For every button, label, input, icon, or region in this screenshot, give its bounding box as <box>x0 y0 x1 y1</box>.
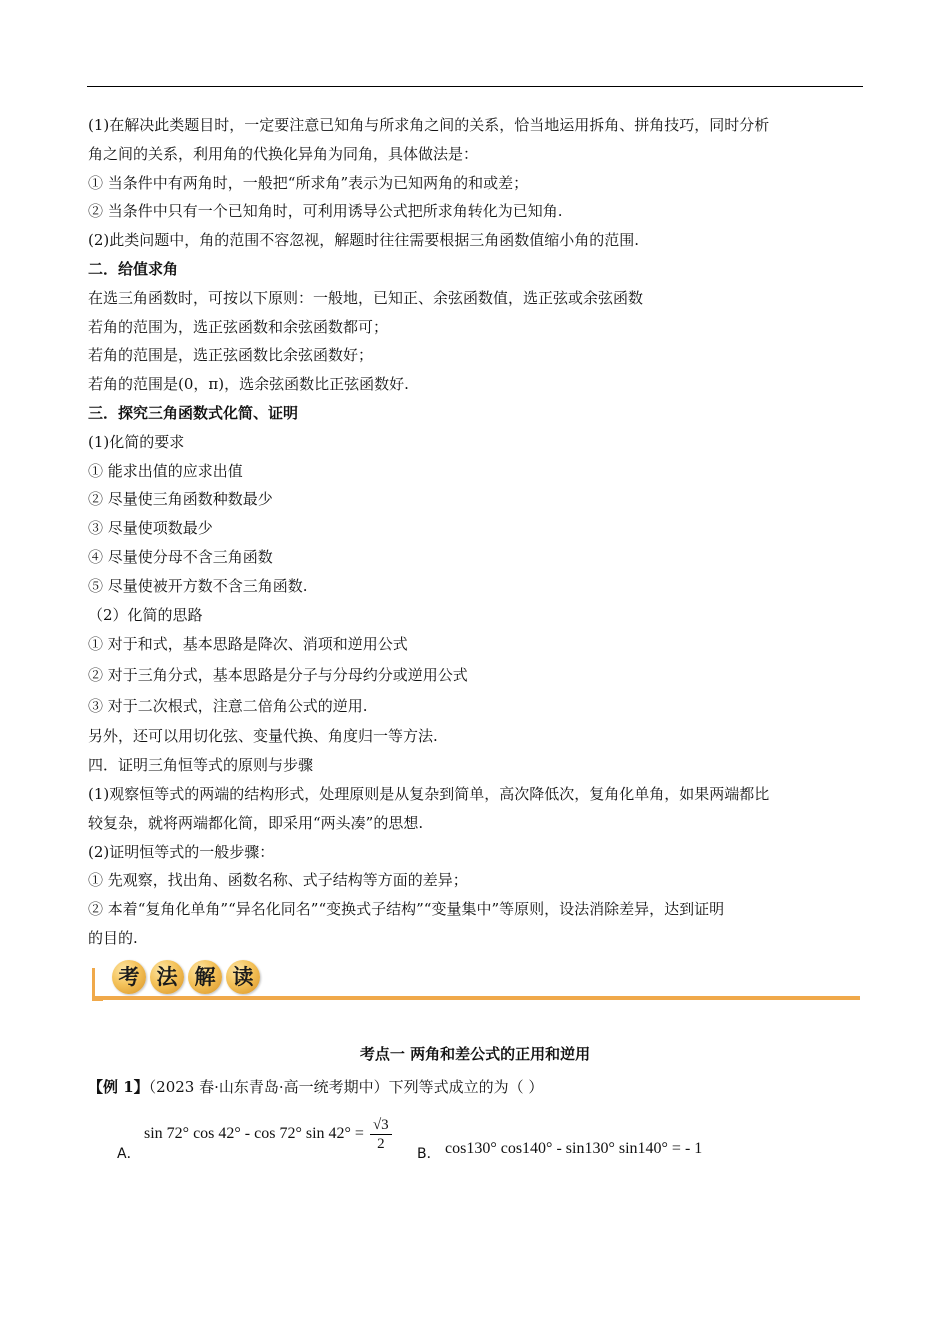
list-item: ② 本着“复角化单角”“异名化同名”“变换式子结构”“变量集中”等原则，设法消除差异，达到证明 <box>88 900 725 919</box>
section-heading: 二．给值求角 <box>88 259 179 278</box>
list-item: ③ 尽量使项数最少 <box>88 519 213 538</box>
list-item: ③ 对于二次根式，注意二倍角公式的逆用. <box>88 697 368 716</box>
paragraph: (2)证明恒等式的一般步骤： <box>88 842 275 861</box>
fraction-denominator: 2 <box>377 1136 385 1152</box>
paragraph: (1)观察恒等式的两端的结构形式，处理原则是从复杂到简单，高次降低次，复角化单角，如果两端都比 <box>88 784 770 803</box>
header-rule <box>87 86 863 87</box>
paragraph: ① 当条件中有两角时，一般把“所求角”表示为已知两角的和或差； <box>88 173 529 192</box>
list-item: ① 能求出值的应求出值 <box>88 461 243 480</box>
paragraph: 若角的范围为，选正弦函数和余弦函数都可； <box>88 317 389 336</box>
paragraph: ② 当条件中只有一个已知角时，可利用诱导公式把所求角转化为已知角. <box>88 202 563 221</box>
list-item: ① 先观察，找出角、函数名称、式子结构等方面的差异； <box>88 871 468 890</box>
kaofa-jiedu-banner <box>92 958 862 1002</box>
paragraph: 若角的范围是(0，π)，选余弦函数比正弦函数好. <box>88 375 409 394</box>
paragraph: （2）化简的思路 <box>88 605 203 624</box>
list-item: ④ 尽量使分母不含三角函数 <box>88 547 273 566</box>
paragraph: 角之间的关系，利用角的代换化异角为同角，具体做法是： <box>88 144 479 163</box>
banner-char: 读 <box>226 960 260 994</box>
example-tag: 【例 1】 <box>88 1078 149 1096</box>
paragraph: (2)此类问题中，角的范围不容忽视，解题时往往需要根据三角函数值缩小角的范围. <box>88 231 640 250</box>
banner-underline <box>92 996 860 1000</box>
option-a-label: A． <box>117 1146 141 1162</box>
kaodian-title: 考点一 两角和差公式的正用和逆用 <box>359 1045 591 1063</box>
paragraph: 在选三角函数时，可按以下原则：一般地，已知正、余弦函数值，选正弦或余弦函数 <box>88 288 644 307</box>
fraction <box>370 1116 392 1153</box>
option-a-expr: sin 72° cos 42° - cos 72° sin 42° = <box>144 1125 364 1143</box>
banner-char: 考 <box>112 960 146 994</box>
list-item: ① 对于和式，基本思路是降次、消项和逆用公式 <box>88 635 408 654</box>
document-body <box>88 111 864 953</box>
list-item: ② 尽量使三角函数种数最少 <box>88 490 273 509</box>
paragraph: 若角的范围是，选正弦函数比余弦函数好； <box>88 346 374 365</box>
list-item: ⑤ 尽量使被开方数不含三角函数. <box>88 576 308 595</box>
paragraph: 另外，还可以用切化弦、变量代换、角度归一等方法. <box>88 727 438 746</box>
paragraph: (1)在解决此类题目时，一定要注意已知角与所求角之间的关系，恰当地运用拆角、拼角技巧，同时分析 <box>88 116 770 134</box>
banner-char: 解 <box>188 960 222 994</box>
list-item: ② 对于三角分式，基本思路是分子与分母约分或逆用公式 <box>88 666 468 685</box>
option-b-label: B． <box>417 1146 441 1162</box>
section-heading: 三．探究三角函数式化简、证明 <box>88 403 299 422</box>
paragraph: (1)化简的要求 <box>88 432 185 451</box>
paragraph: 较复杂，就将两端都化简，即采用“两头凑”的思想. <box>88 813 424 832</box>
banner-char: 法 <box>150 960 184 994</box>
option-b-formula: cos130° cos140° - sin130° sin140° = - 1 <box>445 1140 703 1157</box>
section-heading: 四．证明三角恒等式的原则与步骤 <box>88 756 314 775</box>
fraction-numerator: √3 <box>370 1116 392 1135</box>
option-a-formula <box>144 1116 392 1153</box>
example-text: （2023 春·山东青岛·高一统考期中）下列等式成立的为（ ） <box>148 1078 544 1096</box>
example-stem <box>88 1076 543 1097</box>
list-item: 的目的. <box>88 928 138 947</box>
